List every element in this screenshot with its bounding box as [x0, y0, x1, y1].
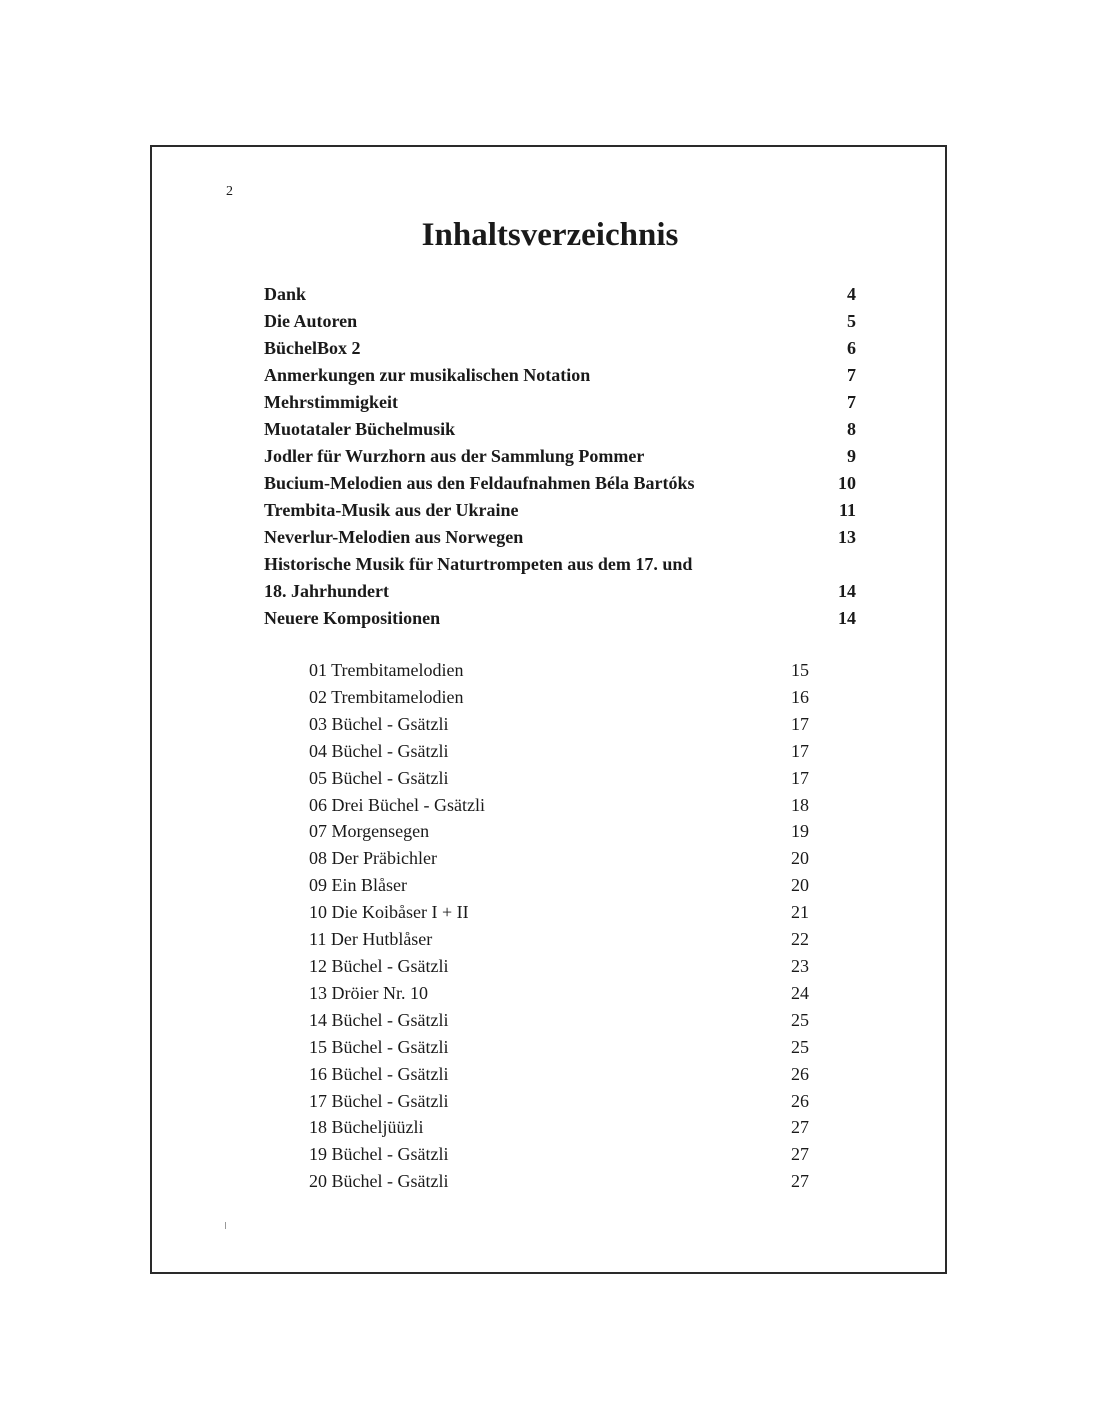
sub-toc-entry[interactable]: [309, 1168, 809, 1195]
sub-toc-entry-label: 06 Drei Büchel - Gsätzli: [309, 794, 485, 815]
sub-toc-entry-label: 15 Büchel - Gsätzli: [309, 1036, 449, 1057]
sub-toc-entry-label: 10 Die Koibåser I + II: [309, 902, 469, 923]
toc-entry-label: Neuere Kompositionen: [264, 608, 441, 628]
toc-entry[interactable]: [264, 524, 856, 551]
toc-entry[interactable]: [264, 497, 856, 524]
sub-toc-entry-page: 27: [791, 1171, 809, 1192]
toc-entry[interactable]: [264, 335, 856, 362]
toc-entry-page: 8: [847, 419, 856, 439]
main-toc-list: [264, 281, 856, 632]
toc-entry-page: 9: [847, 446, 856, 466]
sub-toc-entry[interactable]: [309, 899, 809, 926]
toc-entry-label: Jodler für Wurzhorn aus der Sammlung Pommer: [264, 446, 645, 466]
sub-toc-entry[interactable]: [309, 845, 809, 872]
sub-toc-entry-page: 25: [791, 1009, 809, 1030]
toc-entry[interactable]: [264, 605, 856, 632]
sub-toc-entry-page: 26: [791, 1090, 809, 1111]
sub-toc-entry-label: 09 Ein Blåser: [309, 875, 407, 896]
toc-entry-page: 7: [847, 365, 856, 385]
sub-toc-entry-label: 04 Büchel - Gsätzli: [309, 740, 449, 761]
toc-entry-label: Anmerkungen zur musikalischen Notation: [264, 365, 591, 385]
sub-toc-entry-page: 20: [791, 875, 809, 896]
sub-toc-entry[interactable]: [309, 1007, 809, 1034]
toc-entry-label: 18. Jahrhundert: [264, 581, 390, 601]
toc-entry-label: Dank: [264, 284, 307, 304]
sub-toc-entry[interactable]: [309, 980, 809, 1007]
sub-toc-entry[interactable]: [309, 765, 809, 792]
sub-toc-entry-page: 19: [791, 821, 809, 842]
sub-toc-entry[interactable]: [309, 1061, 809, 1088]
toc-entry-page: 6: [847, 338, 856, 358]
sub-toc-entry-label: 01 Trembitamelodien: [309, 660, 464, 680]
sub-toc-entry-page: 24: [791, 982, 809, 1003]
sub-toc-entry-page: 22: [791, 929, 809, 950]
sub-toc-entry[interactable]: [309, 1088, 809, 1115]
toc-entry-label: Neverlur-Melodien aus Norwegen: [264, 527, 524, 547]
toc-entry-page: 14: [838, 608, 856, 628]
toc-entry-page: 14: [838, 581, 856, 601]
sub-toc-entry[interactable]: [309, 657, 809, 684]
sub-toc-entry[interactable]: [309, 792, 809, 819]
sub-toc-entry-page: 18: [791, 794, 809, 815]
toc-entry-page: 7: [847, 392, 856, 412]
toc-entry[interactable]: [264, 362, 856, 389]
sub-toc-entry[interactable]: [309, 872, 809, 899]
toc-entry[interactable]: [264, 389, 856, 416]
sub-toc-list: [309, 657, 809, 1195]
sub-toc-entry[interactable]: [309, 1114, 809, 1141]
toc-entry-page: 13: [838, 527, 856, 547]
sub-toc-entry[interactable]: [309, 738, 809, 765]
toc-entry-page: 11: [838, 500, 856, 520]
toc-entry-label: Mehrstimmigkeit: [264, 392, 398, 412]
sub-toc-entry-label: 14 Büchel - Gsätzli: [309, 1009, 449, 1030]
toc-entry[interactable]: [264, 308, 856, 335]
toc-entry[interactable]: [264, 443, 856, 470]
toc-entry-label: BüchelBox 2: [264, 338, 361, 358]
toc-entry[interactable]: [264, 281, 856, 308]
sub-toc-entry-page: 17: [791, 713, 809, 734]
sub-toc-entry-label: 11 Der Hutblåser: [309, 929, 433, 950]
sub-toc-entry-page: 17: [791, 767, 809, 788]
toc-entry-label: Trembita-Musik aus der Ukraine: [264, 500, 519, 520]
toc-entry[interactable]: [264, 578, 856, 605]
toc-entry[interactable]: [264, 416, 856, 443]
toc-entry-page: 5: [847, 311, 856, 331]
sub-toc-entry-page: 27: [791, 1144, 809, 1165]
sub-toc-entry[interactable]: [309, 1141, 809, 1168]
page-title: Inhaltsverzeichnis: [421, 217, 679, 253]
sub-toc-entry-label: 05 Büchel - Gsätzli: [309, 767, 449, 788]
sub-toc-entry-page: 25: [791, 1036, 809, 1057]
sub-toc-entry[interactable]: [309, 953, 809, 980]
sub-toc-entry[interactable]: [309, 711, 809, 738]
sub-toc-entry-page: 20: [791, 848, 809, 869]
sub-toc-entry-label: 02 Trembitamelodien: [309, 686, 464, 707]
sub-toc-entry-label: 03 Büchel - Gsätzli: [309, 713, 449, 734]
page-number: 2: [226, 184, 233, 199]
sub-toc-entry-page: 15: [791, 660, 809, 680]
sub-toc-entry-label: 12 Büchel - Gsätzli: [309, 955, 449, 976]
sub-toc-entry-page: 16: [791, 686, 809, 707]
sub-toc-entry-label: 19 Büchel - Gsätzli: [309, 1144, 449, 1165]
sub-toc-entry-page: 26: [791, 1063, 809, 1084]
sub-toc-entry[interactable]: [309, 1034, 809, 1061]
toc-entry-label: Historische Musik für Naturtrompeten aus dem 17. und: [264, 554, 693, 574]
sub-toc-entry-page: 27: [791, 1117, 809, 1138]
sub-toc-entry[interactable]: [309, 684, 809, 711]
sub-toc-entry-label: 13 Dröier Nr. 10: [309, 982, 428, 1003]
sub-toc-entry-page: 17: [791, 740, 809, 761]
toc-entry-label: Muotataler Büchelmusik: [264, 419, 456, 439]
sub-toc-entry-page: 23: [791, 955, 809, 976]
sub-toc-entry-label: 07 Morgensegen: [309, 821, 430, 842]
sub-toc-entry-label: 17 Büchel - Gsätzli: [309, 1090, 449, 1111]
sub-toc-entry-page: 21: [791, 902, 809, 923]
sub-toc-entry[interactable]: [309, 818, 809, 845]
footer-mark: [225, 1222, 226, 1229]
sub-toc-entry-label: 16 Büchel - Gsätzli: [309, 1063, 449, 1084]
toc-entry-label: Bucium-Melodien aus den Feldaufnahmen Béla Bartóks: [264, 473, 695, 493]
toc-entry-page: 10: [838, 473, 856, 493]
sub-toc-entry-label: 20 Büchel - Gsätzli: [309, 1171, 449, 1192]
toc-entry[interactable]: [264, 470, 856, 497]
sub-toc-entry-label: 08 Der Präbichler: [309, 848, 437, 869]
sub-toc-entry[interactable]: [309, 926, 809, 953]
toc-entry[interactable]: [264, 551, 856, 578]
toc-entry-label: Die Autoren: [264, 311, 358, 331]
toc-entry-page: 4: [847, 284, 856, 304]
sub-toc-entry-label: 18 Bücheljüüzli: [309, 1117, 424, 1138]
